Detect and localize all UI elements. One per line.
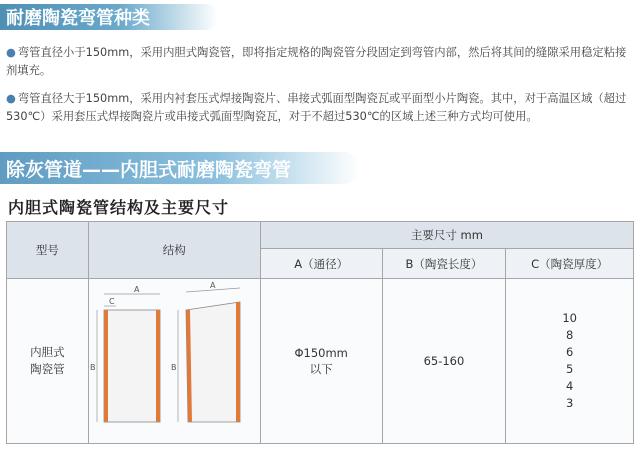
section-title-ash-pipe: 除灰管道——内胆式耐磨陶瓷弯管 xyxy=(6,158,292,181)
straight-pipe-wall-left xyxy=(104,310,108,422)
dimension-table xyxy=(6,221,634,444)
c-values-list xyxy=(506,310,633,412)
cell-a-value xyxy=(260,279,382,444)
cell-model xyxy=(7,279,89,444)
table-row xyxy=(7,279,634,444)
pipe-structure-diagram xyxy=(90,280,258,440)
bent-pipe-body xyxy=(186,302,240,422)
straight-pipe-body xyxy=(104,310,160,422)
list-item: 8 xyxy=(565,328,574,342)
list-item: 10 xyxy=(562,311,577,325)
dim-label-b2: B xyxy=(171,362,177,372)
cell-b-value xyxy=(382,279,506,444)
dim-label-b: B xyxy=(90,362,96,372)
header-col-b: B（陶瓷长度） xyxy=(382,249,506,279)
header-model: 型号 xyxy=(7,222,89,279)
cell-c-values xyxy=(506,279,634,444)
header-structure: 结构 xyxy=(88,222,260,279)
section-banner-ash-pipe xyxy=(0,152,360,184)
section-title-types: 耐磨陶瓷弯管种类 xyxy=(6,8,150,29)
b-value: 65-160 xyxy=(423,354,465,368)
a-value: Φ150mm 以下 xyxy=(294,346,348,376)
straight-pipe-wall-right xyxy=(156,310,160,422)
header-col-a: A（通径） xyxy=(260,249,382,279)
list-item: 6 xyxy=(565,345,574,359)
bullet-icon: ● xyxy=(6,92,16,105)
dim-label-a: A xyxy=(134,284,140,294)
model-name: 内胆式 陶瓷管 xyxy=(30,345,65,376)
header-main-dims: 主要尺寸 mm xyxy=(260,222,633,249)
list-item: 3 xyxy=(565,396,574,410)
cell-structure-diagram xyxy=(88,279,260,444)
paragraph-large-diameter: ● 弯管直径大于150mm，采用内衬套压式焊接陶瓷片、串接式弧面型陶瓷瓦或平面型小片陶瓷。其中，对于高温区域（超过530℃）采用套压式焊接陶瓷片或串接式弧面型陶瓷瓦，对于不超过530℃的区域上述三种方式均可使用。 xyxy=(6,92,627,123)
section-banner-types xyxy=(0,4,218,30)
list-item: 4 xyxy=(565,379,574,393)
dim-label-c: C xyxy=(109,296,115,306)
dim-label-a2: A xyxy=(210,280,216,290)
list-item: 5 xyxy=(565,362,574,376)
bullet-icon: ● xyxy=(6,46,16,59)
header-col-c: C（陶瓷厚度） xyxy=(506,249,634,279)
paragraph-small-diameter: ● 弯管直径小于150mm，采用内胆式陶瓷管，即将指定规格的陶瓷管分段固定到弯管内部，然后将其间的缝隙采用稳定粘接剂填充。 xyxy=(6,46,627,77)
bent-pipe-wall-right xyxy=(236,302,240,422)
table-title: 内胆式陶瓷管结构及主要尺寸 xyxy=(8,198,230,217)
